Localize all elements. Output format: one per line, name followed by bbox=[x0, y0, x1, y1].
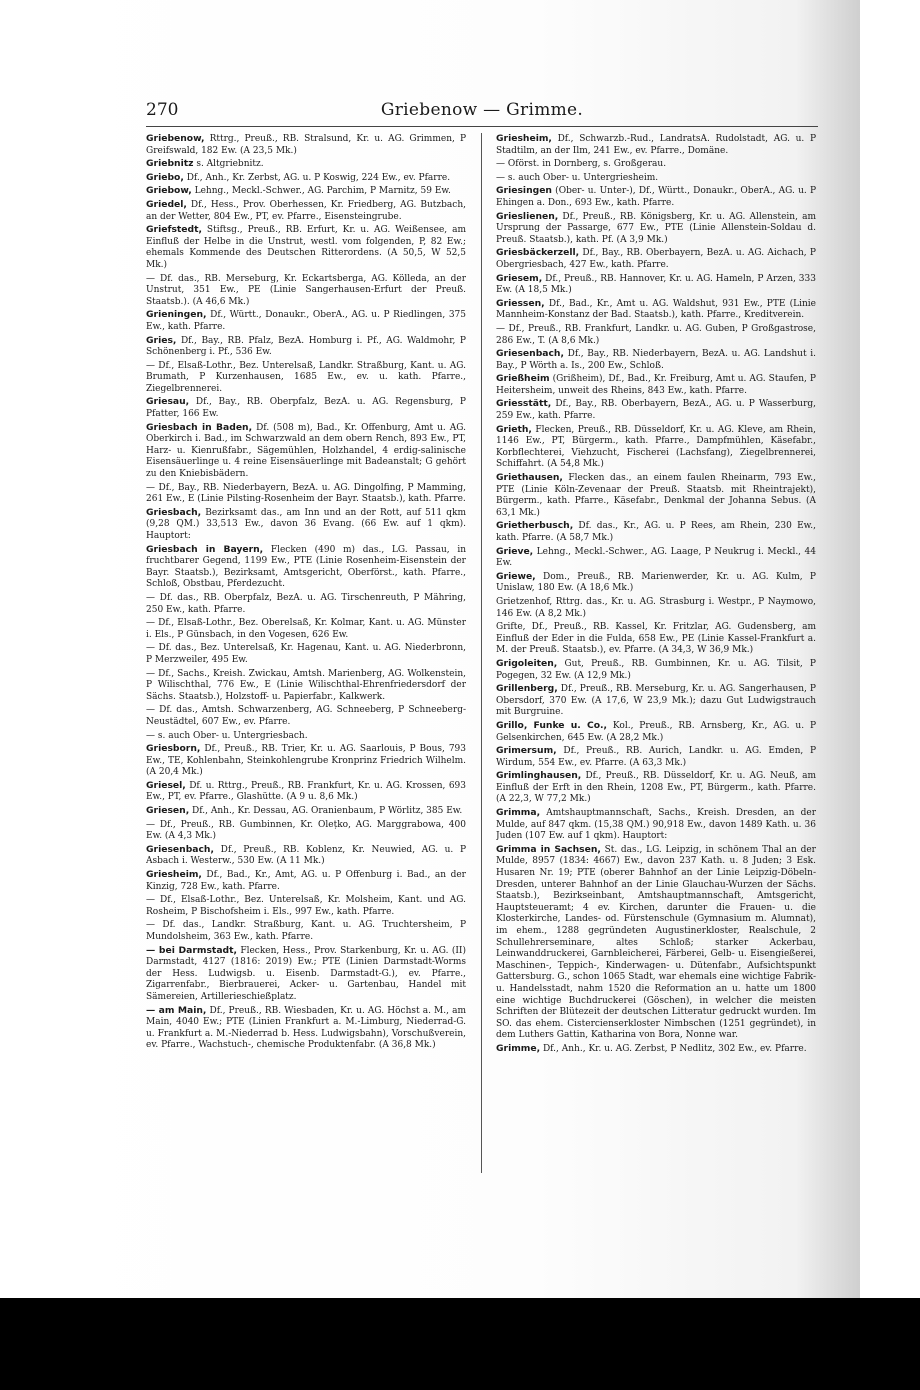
gazetteer-entry bbox=[146, 422, 466, 481]
entry-headword: — am Main, bbox=[146, 1004, 207, 1016]
gazetteer-entry bbox=[496, 273, 816, 297]
gazetteer-entry bbox=[146, 544, 466, 591]
entry-headword: Griebow, bbox=[146, 185, 192, 197]
page-number: 270 bbox=[146, 100, 179, 120]
gazetteer-entry bbox=[496, 158, 816, 171]
gazetteer-entry bbox=[496, 348, 816, 372]
gazetteer-entry bbox=[146, 482, 466, 506]
entry-text: — Oförst. in Dornberg, s. Großgerau. bbox=[496, 159, 667, 170]
entry-text: Grifte, Df., Preuß., RB. Kassel, Kr. Fritzlar, AG. Gudensberg, am Einfluß der Eder in die Fulda, 658 Ew., PE (Linie Kassel-Frankfurt a. M. der Preuß. Staatsb.), ev. Pfarre. (A 34,3, W 36,9 Mk.) bbox=[496, 622, 816, 656]
entry-headword: Grillenberg, bbox=[496, 683, 558, 695]
entry-headword: Griewe, bbox=[496, 570, 536, 582]
entry-headword: Gries, bbox=[146, 334, 177, 346]
entry-text: Df., Bay., RB. Pfalz, BezA. Homburg i. Pf., AG. Waldmohr, P Schönenberg i. Pf., 536 Ew. bbox=[146, 335, 466, 358]
entry-headword: Griesau, bbox=[146, 396, 190, 408]
entry-headword: Griethausen, bbox=[496, 472, 563, 484]
entry-text: — Df., Elsaß-Lothr., Bez. Oberelsaß, Kr. Kolmar, Kant. u. AG. Münster i. Els., P Günsbach, in den Vogesen, 626 Ew. bbox=[146, 618, 466, 640]
entry-text: Df., Preuß., RB. Wiesbaden, Kr. u. AG. Höchst a. M., am Main, 4040 Ew.; PTE (Linien Frankfurt a. M.-Limburg, Niederrad-G. u. Frankfurt a. M.-Niederrad b. Hess. Ludwigsbahn), Vorschußverein, ev. Pfarre., Wachstuch-, chemische Produktenfabr. (A 36,8 Mk.) bbox=[146, 1005, 466, 1051]
entry-headword: Griesstätt, bbox=[496, 398, 552, 410]
gazetteer-entry bbox=[146, 844, 466, 868]
entry-headword: Griesel, bbox=[146, 779, 186, 791]
entry-headword: Grigoleiten, bbox=[496, 657, 558, 669]
gazetteer-entry bbox=[496, 546, 816, 570]
gazetteer-entry bbox=[146, 1005, 466, 1052]
entry-headword: Grietherbusch, bbox=[496, 520, 574, 532]
entry-text: Df., Preuß., RB. Koblenz, Kr. Neuwied, AG. u. P Asbach i. Westerw., 530 Ew. (A 11 Mk.) bbox=[146, 844, 466, 867]
entry-text: (Grißheim), Df., Bad., Kr. Freiburg, Amt u. AG. Staufen, P Heitersheim, unweit des Rheins, 843 Ew., kath. Pfarre. bbox=[496, 374, 816, 396]
entry-headword: Griesenbach, bbox=[496, 348, 564, 360]
entry-headword: Grimme, bbox=[496, 1042, 541, 1054]
entry-text: — Df. das., RB. Oberpfalz, BezA. u. AG. Tirschenreuth, P Mähring, 250 Ew., kath. Pfarre. bbox=[146, 592, 466, 615]
gazetteer-entry bbox=[496, 844, 816, 1042]
entry-headword: Griesheim, bbox=[146, 869, 202, 881]
entry-headword: Griesheim, bbox=[496, 133, 552, 144]
column-rule bbox=[481, 133, 482, 1173]
left-column bbox=[146, 133, 466, 1233]
entry-headword: Grieve, bbox=[496, 545, 534, 557]
entry-text: — Df. das., RB. Merseburg, Kr. Eckartsberga, AG. Kölleda, an der Unstrut, 351 Ew., PE (Linie Sangerhausen-Erfurt der Preuß. Staatsb.). (A 46,6 Mk.) bbox=[146, 273, 466, 307]
gazetteer-entry bbox=[496, 298, 816, 322]
gazetteer-entry bbox=[496, 1043, 816, 1056]
entry-headword: Grimma in Sachsen, bbox=[496, 843, 601, 855]
gazetteer-entry bbox=[146, 617, 466, 641]
gazetteer-entry bbox=[496, 472, 816, 519]
black-bar bbox=[0, 1298, 920, 1390]
two-column-body bbox=[146, 133, 818, 1233]
gazetteer-entry bbox=[146, 743, 466, 779]
entry-text: (Ober- u. Unter-), Df., Württ., Donaukr., OberA., AG. u. P Ehingen a. Don., 693 Ew., kath. Pfarre. bbox=[496, 186, 816, 208]
entry-text: Df., Bay., RB. Niederbayern, BezA. u. AG. Landshut i. Bay., P Wörth a. Is., 200 Ew., Schloß. bbox=[496, 349, 816, 371]
entry-headword: Grimersum, bbox=[496, 745, 557, 757]
gazetteer-entry bbox=[496, 770, 816, 806]
entry-text: Df. (508 m), Bad., Kr. Offenburg, Amt u. AG. Oberkirch i. Bad., im Schwarzwald an dem obern Rench, 893 Ew., PT, Harz- u. Kienrußfabr., Sägemühlen, Holzhandel, 4 erdig-salinische Eisensäuerlinge u. 4 reine Eisensäuerlinge mit Badeanstalt; G gehört zu den Kniebisbädern. bbox=[146, 422, 466, 480]
entry-text: Df., Preuß., RB. Trier, Kr. u. AG. Saarlouis, P Bous, 793 Ew., TE, Kohlenbahn, Steinkohlengrube Kronprinz Friedrich Wilhelm. (A 20,4 Mk.) bbox=[146, 744, 466, 778]
entry-text: Flecken das., an einem faulen Rheinarm, 793 Ew., PTE (Linie Köln-Zevenaar der Preuß. Staatsb. mit Rheintrajekt), Bürgerm., kath. Pfarre., Käsefabr., Denkmal der Johanna Sebus. (A 63,1 Mk.) bbox=[496, 473, 816, 518]
gazetteer-entry bbox=[146, 894, 466, 918]
entry-headword: Grillo, Funke u. Co., bbox=[496, 719, 608, 731]
gazetteer-entry bbox=[146, 309, 466, 333]
entry-headword: Griefstedt, bbox=[146, 224, 202, 236]
entry-headword: Griedel, bbox=[146, 198, 187, 210]
entry-text: Df., Preuß., RB. Königsberg, Kr. u. AG. Allenstein, am Ursprung der Passarge, 677 Ew., PTE (Linie Allenstein-Soldau d. Preuß. Staatsb.), kath. Pf. (A 3,9 Mk.) bbox=[496, 211, 816, 245]
entry-headword: Griesbach, bbox=[146, 506, 202, 518]
entry-text: s. Altgriebnitz. bbox=[193, 159, 264, 170]
entry-text: Grietzenhof, Rttrg. das., Kr. u. AG. Strasburg i. Westpr., P Naymowo, 146 Ew. (A 8,2 Mk.) bbox=[496, 596, 816, 619]
entry-text: — Df., Bay., RB. Niederbayern, BezA. u. AG. Dingolfing, P Mamming, 261 Ew., E (Linie Pilsting-Rosenheim der Bayr. Staatsb.), kath. Pfarre. bbox=[146, 482, 466, 505]
gazetteer-entry bbox=[496, 683, 816, 719]
gazetteer-entry bbox=[496, 133, 816, 157]
gazetteer-entry bbox=[496, 398, 816, 422]
gazetteer-entry bbox=[146, 869, 466, 893]
entry-text: Lehng., Meckl.-Schwer., AG. Parchim, P Marnitz, 59 Ew. bbox=[191, 186, 451, 197]
entry-text: — Df., Elsaß-Lothr., Bez. Unterelsaß, Landkr. Straßburg, Kant. u. AG. Brumath, P Kurzenhausen, 1685 Ew., ev. u. kath. Pfarre., Ziegelbrennerei. bbox=[146, 360, 466, 394]
gazetteer-entry bbox=[146, 273, 466, 309]
entry-text: Df., Bay., RB. Oberbayern, BezA. u. AG. Aichach, P Obergriesbach, 427 Ew., kath. Pfarre. bbox=[496, 248, 816, 270]
entry-headword: Griebenow, bbox=[146, 133, 205, 144]
page-header bbox=[146, 96, 818, 127]
entry-text: Kol., Preuß., RB. Arnsberg, Kr., AG. u. P Gelsenkirchen, 645 Ew. (A 28,2 Mk.) bbox=[496, 720, 816, 743]
entry-text: St. das., LG. Leipzig, in schönem Thal an der Mulde, 8957 (1834: 4667) Ew., davon 237 Kath. u. 8 Juden; 3 Esk. Husaren Nr. 19; PTE (oberer Bahnhof an der Linie Leipzig-Döbeln-Dresden, unterer Bahnhof an der Linie Glauchau-Wurzen der Sächs. Staatsb.), Bezirkseinbant, Amtshauptmannschaft, Amtsgericht, Hauptsteueramt; 4 ev. Kirchen, darunter die Frauen- u. die Klosterkirche, Landes- od. Fürstenschule (Gymnasium m. Alumnat), im ehem., 1288 gegründeten Augustinerkloster, Realschule, 2 Schullehrerseminare, altes Schloß; starker Ackerbau, Leinwanddruckerei, Garnbleicherei, Färberei, Gelb- u. Eisengießerei, Maschinen-, Teppich-, Kinderwagen- u. Dütenfabr., Aufsichtspunkt Gattersburg. G., schon 1065 Stadt, war ehemals eine wichtige Fabrik- u. Handelsstadt, nahm 1520 die Reformation an u. hatte um 1800 eine wichtige Buchdruckerei (Göschen), in welcher die meisten Schriften der Blütezeit der deutschen Litteratur gedruckt wurden. Im SO. das ehem. Cistercienserkloster Nimbschen (1251 gegründet), in dem Luthers Gattin, Katharina von Bora, Nonne war. bbox=[496, 844, 816, 1041]
entry-headword: Grieningen, bbox=[146, 309, 207, 321]
gazetteer-entry bbox=[496, 745, 816, 769]
entry-text: Df., Bay., RB. Oberbayern, BezA., AG. u. P Wasserburg, 259 Ew., kath. Pfarre. bbox=[496, 399, 816, 422]
entry-text: Df., Preuß., RB. Düsseldorf, Kr. u. AG. Neuß, am Einfluß der Erft in den Rhein, 1208 Ew., PT, Bürgerm., kath. Pfarre. (A 22,3, W 77,2 Mk.) bbox=[496, 771, 816, 805]
entry-text: — Df. das., Landkr. Straßburg, Kant. u. AG. Truchtersheim, P Mundolsheim, 363 Ew., kath. Pfarre. bbox=[146, 920, 466, 942]
gazetteer-entry bbox=[146, 396, 466, 420]
gazetteer-entry bbox=[146, 133, 466, 157]
gazetteer-entry bbox=[496, 373, 816, 397]
gazetteer-entry bbox=[496, 211, 816, 247]
gazetteer-entry bbox=[146, 642, 466, 666]
gazetteer-entry bbox=[146, 805, 466, 818]
entry-text: Df., Bay., RB. Oberpfalz, BezA. u. AG. Regensburg, P Pfatter, 166 Ew. bbox=[146, 397, 466, 420]
entry-headword: Griebo, bbox=[146, 171, 184, 183]
entry-text: — s. auch Ober- u. Untergriesheim. bbox=[496, 172, 659, 183]
entry-headword: Griesbach in Bayern, bbox=[146, 543, 264, 555]
entry-text: Df., Hess., Prov. Oberhessen, Kr. Friedberg, AG. Butzbach, an der Wetter, 804 Ew., PT, ev. Pfarre., Eisensteingrube. bbox=[146, 199, 466, 222]
gazetteer-entry bbox=[496, 185, 816, 209]
gazetteer-entry bbox=[146, 819, 466, 843]
gazetteer-entry bbox=[146, 199, 466, 223]
entry-headword: — bei Darmstadt, bbox=[146, 944, 237, 956]
gazetteer-entry bbox=[496, 172, 816, 185]
entry-text: Bezirksamt das., am Inn und an der Rott, auf 511 qkm (9,28 QM.) 33,513 Ew., davon 36 Evang. (66 Ew. auf 1 qkm). Hauptort: bbox=[146, 507, 466, 541]
gazetteer-entry bbox=[496, 621, 816, 657]
entry-text: Df., Preuß., RB. Merseburg, Kr. u. AG. Sangerhausen, P Obersdorf, 370 Ew. (A 17,6, W 23,9 Mk.); dazu Gut Ludwigstrauch mit Burgruine. bbox=[496, 684, 816, 718]
gazetteer-entry bbox=[496, 807, 816, 843]
entry-headword: Griessen, bbox=[496, 297, 545, 309]
entry-headword: Griesingen bbox=[496, 185, 552, 197]
entry-text: Lehng., Meckl.-Schwer., AG. Laage, P Neukrug i. Meckl., 44 Ew. bbox=[496, 546, 816, 569]
entry-text: Df., Württ., Donaukr., OberA., AG. u. P Riedlingen, 375 Ew., kath. Pfarre. bbox=[146, 310, 466, 332]
gazetteer-entry bbox=[146, 730, 466, 743]
entry-text: — Df., Preuß., RB. Gumbinnen, Kr. Olețko, AG. Marggrabowa, 400 Ew. (A 4,3 Mk.) bbox=[146, 819, 466, 842]
gazetteer-entry bbox=[146, 360, 466, 396]
gazetteer-entry bbox=[146, 919, 466, 943]
entry-text: Df., Preuß., RB. Aurich, Landkr. u. AG. Emden, P Wirdum, 554 Ew., ev. Pfarre. (A 63,3 Mk.) bbox=[496, 746, 816, 768]
entry-headword: Griesborn, bbox=[146, 743, 201, 755]
gazetteer-entry bbox=[146, 507, 466, 543]
entry-text: — Df., Preuß., RB. Frankfurt, Landkr. u. AG. Guben, P Großgastrose, 286 Ew., T. (A 8,6 Mk.) bbox=[496, 323, 816, 346]
entry-headword: Grießheim bbox=[496, 373, 550, 385]
entry-headword: Grieth, bbox=[496, 423, 532, 435]
entry-text: Dom., Preuß., RB. Marienwerder, Kr. u. AG. Kulm, P Unislaw, 180 Ew. (A 18,6 Mk.) bbox=[496, 571, 816, 594]
entry-text: Df., Bad., Kr., Amt, AG. u. P Offenburg i. Bad., an der Kinzig, 728 Ew., kath. Pfarre. bbox=[146, 870, 466, 892]
dictionary-page bbox=[146, 96, 818, 1246]
gazetteer-entry bbox=[146, 592, 466, 616]
entry-text: Df., Anh., Kr. Dessau, AG. Oranienbaum, P Wörlitz, 385 Ew. bbox=[189, 806, 463, 817]
entry-text: Df., Bad., Kr., Amt u. AG. Waldshut, 931 Ew., PTE (Linie Mannheim-Konstanz der Bad. Staatsb.), kath. Pfarre., Kreditverein. bbox=[496, 298, 816, 321]
entry-text: Flecken (490 m) das., LG. Passau, in fruchtbarer Gegend, 1199 Ew., PTE (Linie Rosenheim-Eisenstein der Bayr. Staatsb.), Bezirksamt, Amtsgericht, Oberförst., kath. Pfarre., Schloß, Obstbau, Pferdezucht. bbox=[146, 544, 466, 590]
entry-text: Df., Preuß., RB. Hannover, Kr. u. AG. Hameln, P Arzen, 333 Ew. (A 18,5 Mk.) bbox=[496, 273, 816, 296]
gazetteer-entry bbox=[496, 323, 816, 347]
entry-text: Df., Schwarzb.-Rud., LandratsA. Rudolstadt, AG. u. P Stadtilm, an der Ilm, 241 Ew., ev. Pfarre., Domäne. bbox=[496, 134, 816, 156]
gazetteer-entry bbox=[146, 185, 466, 198]
gazetteer-entry bbox=[146, 945, 466, 1004]
entry-headword: Griebnitz bbox=[146, 158, 194, 170]
entry-text: — Df. das., Bez. Unterelsaß, Kr. Hagenau, Kant. u. AG. Niederbronn, P Merzweiler, 495 Ew. bbox=[146, 643, 466, 665]
entry-text: Rttrg., Preuß., RB. Stralsund, Kr. u. AG. Grimmen, P Greifswald, 182 Ew. (A 23,5 Mk.) bbox=[146, 134, 466, 156]
gazetteer-entry bbox=[496, 658, 816, 682]
entry-text: Amtshauptmannschaft, Sachs., Kreish. Dresden, an der Mulde, auf 847 qkm. (15,38 QM.) 90,918 Ew., davon 1489 Kath. u. 36 Juden (107 Ew. auf 1 qkm). Hauptort: bbox=[496, 808, 816, 842]
entry-text: Df., Anh., Kr. u. AG. Zerbst, P Nedlitz, 302 Ew., ev. Pfarre. bbox=[540, 1043, 807, 1054]
entry-headword: Griesbäckerzell, bbox=[496, 247, 580, 259]
entry-text: Df. das., Kr., AG. u. P Rees, am Rhein, 230 Ew., kath. Pfarre. (A 58,7 Mk.) bbox=[496, 521, 816, 543]
entry-text: Df., Anh., Kr. Zerbst, AG. u. P Koswig, 224 Ew., ev. Pfarre. bbox=[183, 172, 451, 183]
gazetteer-entry bbox=[146, 172, 466, 185]
entry-text: — Df., Sachs., Kreish. Zwickau, Amtsh. Marienberg, AG. Wolkenstein, P Wilischthal, 776 Ew., E (Linie Wilischthal-Ehrenfriedersdorf der Sächs. Staatsb.), Holzstoff- u. Papierfabr., Kalkwerk. bbox=[146, 668, 466, 702]
gazetteer-entry bbox=[496, 247, 816, 271]
entry-headword: Griesenbach, bbox=[146, 843, 214, 855]
gazetteer-entry bbox=[146, 158, 466, 171]
gazetteer-entry bbox=[146, 224, 466, 271]
entry-text: Flecken, Preuß., RB. Düsseldorf, Kr. u. AG. Kleve, am Rhein, 1146 Ew., PT, Bürgerm., kath. Pfarre., Dampfmühlen, Käsefabr., Korbflechterei, Viehzucht, Fischerei (Lachsfang), Ziegelbrennerei, Schiffahrt. (A 54,8 Mk.) bbox=[496, 424, 816, 470]
entry-text: — Df. das., Amtsh. Schwarzenberg, AG. Schneeberg, P Schneeberg-Neustädtel, 607 Ew., ev. Pfarre. bbox=[146, 705, 466, 727]
gazetteer-entry bbox=[146, 335, 466, 359]
entry-text: Gut, Preuß., RB. Gumbinnen, Kr. u. AG. Tilsit, P Pogegen, 32 Ew. (A 12,9 Mk.) bbox=[496, 658, 816, 681]
entry-headword: Grimlinghausen, bbox=[496, 770, 582, 782]
entry-headword: Grieslienen, bbox=[496, 210, 559, 222]
gazetteer-entry bbox=[496, 520, 816, 544]
entry-headword: Grimma, bbox=[496, 807, 541, 819]
entry-headword: Griesbach in Baden, bbox=[146, 421, 253, 433]
entry-text: Flecken, Hess., Prov. Starkenburg, Kr. u. AG. (II) Darmstadt, 4127 (1816: 2019) Ew.; PTE (Linien Darmstadt-Worms der Hess. Ludwigsb. u. Eisenb. Darmstadt-G.), ev. Pfarre., Zigarrenfabr., Bierbrauerei, Acker- u. Gartenbau, Handel mit Sämereien, Artillerieschießplatz. bbox=[146, 945, 466, 1002]
entry-text: — Df., Elsaß-Lothr., Bez. Unterelsaß, Kr. Molsheim, Kant. und AG. Rosheim, P Bischofsheim i. Els., 997 Ew., kath. Pfarre. bbox=[146, 895, 466, 917]
gazetteer-entry bbox=[146, 704, 466, 728]
entry-text: Stiftsg., Preuß., RB. Erfurt, Kr. u. AG. Weißensee, am Einfluß der Helbe in die Unstrut, westl. vom folgenden, P, 82 Ew.; ehemals Kommende des Deutschen Ritterordens. (A 50,5, W 52,5 Mk.) bbox=[146, 225, 466, 270]
running-head: Griebenow — Grimme. bbox=[380, 100, 584, 120]
gazetteer-entry bbox=[146, 668, 466, 704]
entry-text: — s. auch Ober- u. Untergriesbach. bbox=[146, 730, 308, 741]
entry-text: Df. u. Rttrg., Preuß., RB. Frankfurt, Kr. u. AG. Krossen, 693 Ew., PT, ev. Pfarre., Glashütte. (A 9 u. 8,6 Mk.) bbox=[146, 780, 466, 803]
entry-headword: Griesem, bbox=[496, 272, 543, 284]
right-column bbox=[496, 133, 816, 1233]
gazetteer-entry bbox=[496, 596, 816, 620]
gazetteer-entry bbox=[146, 780, 466, 804]
gazetteer-entry bbox=[496, 424, 816, 471]
gazetteer-entry bbox=[496, 720, 816, 744]
gazetteer-entry bbox=[496, 571, 816, 595]
entry-headword: Griesen, bbox=[146, 805, 190, 817]
